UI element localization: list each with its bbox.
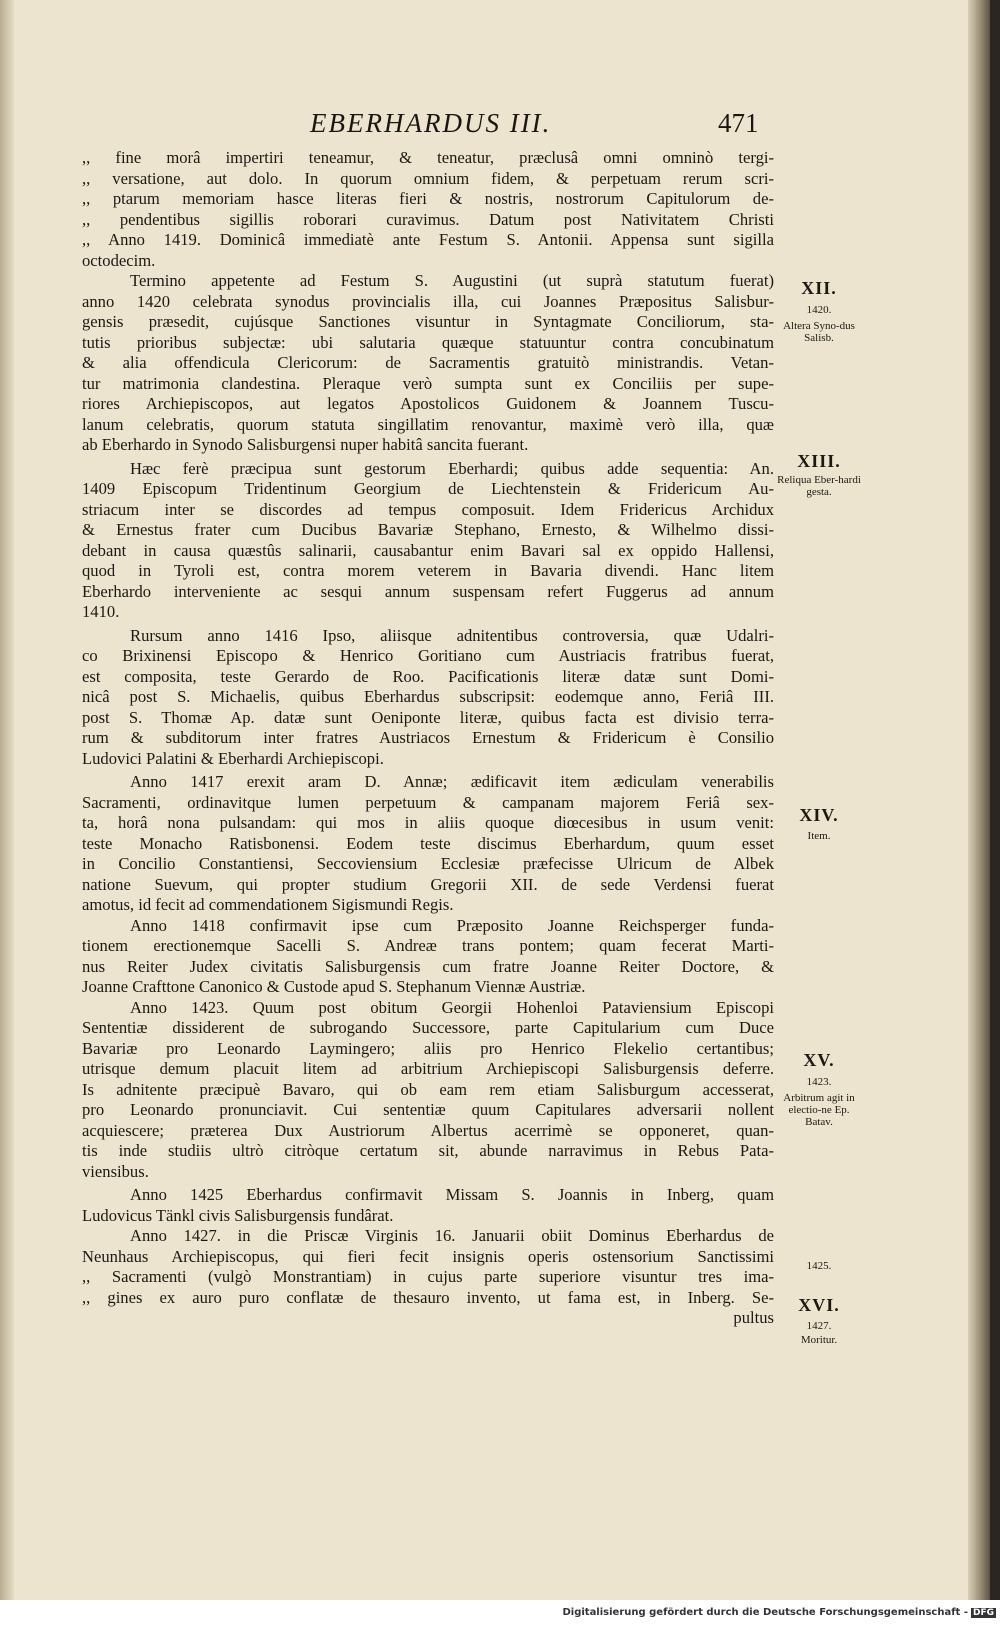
text-line: ta, horâ nona pulsandam: qui mos in aliis quoque diœcesibus in usum venit: xyxy=(82,813,774,832)
text-line: Anno 1418 confirmavit ipse cum Præposito Joanne Reichsperger funda- xyxy=(130,915,774,935)
margin-year: 1420. xyxy=(806,304,832,316)
text-line: Anno 1417 erexit aram D. Annæ; ædificavit item ædiculam venerabilis xyxy=(130,772,774,791)
margin-year: 1425. xyxy=(806,1260,832,1272)
text-line: est composita, teste Gerardo de Roo. Pacificationis literæ datæ sunt Domi- xyxy=(82,666,774,686)
section-number: XII. xyxy=(801,278,837,298)
text-line: gensis præsedit, cujúsque Sanctiones visuntur in Syntagmate Conciliorum, sta- xyxy=(82,312,774,331)
text-line: Sententiæ dissiderent de subrogando Successore, parte Capitularium cum Duce xyxy=(82,1018,774,1037)
footer-credit xyxy=(562,1607,996,1618)
text-line: rum & subditorum inter fratres Austriacos Ernestum & Fridericum è Consilio xyxy=(82,728,774,747)
text-line: nus Reiter Judex civitatis Salisburgensis cum fratre Joanne Reiter Doctore, & xyxy=(82,956,774,976)
text-line: acquiescere; præterea Dux Austriorum Albertus acerrimè se opponeret, quan- xyxy=(82,1120,774,1140)
page-gutter xyxy=(0,0,14,1600)
text-line: ,, fine morâ impertiri teneamur, & teneatur, præclusâ omni omninò tergi- xyxy=(82,148,774,167)
text-line: Anno 1425 Eberhardus confirmavit Missam S. Joannis in Inberg, quam xyxy=(130,1185,774,1204)
text-line: in Concilio Constantiensi, Seccoviensium Ecclesiæ præfecisse Ulricum de Albek xyxy=(82,854,774,873)
text-line: Is adnitente præcipuè Bavaro, qui ob eam rem etiam Salisburgum accesserat, xyxy=(82,1079,774,1099)
text-line: quod in Tyroli est, contra morem veterem in Bavaria divendi. Hanc litem xyxy=(82,561,774,580)
text-line: Eberhardo interveniente ac sesqui annum suspensam refert Fuggerus ad annum xyxy=(82,581,774,601)
text-line: Bavariæ pro Leonardo Laymingero; aliis pro Henrico Flekelio certantibus; xyxy=(82,1038,774,1058)
text-line: lanum celebratis, quorum statuta singillatim renovantur, maximè verò illa, quæ xyxy=(82,414,774,434)
footer-text: Digitalisierung gefördert durch die Deutsche Forschungsgemeinschaft - xyxy=(562,1607,968,1618)
text-line: tur matrimonia clandestina. Pleraque verò sumpta sunt ex Conciliis per supe- xyxy=(82,373,774,393)
text-line: teste Monacho Ratisbonensi. Eodem teste discimus Eberhardum, quum esset xyxy=(82,833,774,853)
margin-note: Arbitrum agit in electio-ne Ep. Batav. xyxy=(783,1092,855,1128)
margin-year: 1427. xyxy=(806,1320,832,1332)
text-line: Sacramenti, ordinavitque lumen perpetuum & campanam majorem Feriâ sex- xyxy=(82,792,774,812)
text-line: Joanne Crafttone Canonico & Custode apud S. Stephanum Viennæ Austriæ. xyxy=(82,977,586,996)
text-line: octodecim. xyxy=(82,250,156,270)
margin-note: Item. xyxy=(807,830,831,842)
text-line: & Ernestus frater cum Ducibus Bavariæ Stephano, Ernesto, & Wilhelmo dissi- xyxy=(82,520,774,539)
section-number: XIV. xyxy=(799,805,839,825)
text-line: Anno 1423. Quum post obitum Georgii Hohenloi Pataviensium Episcopi xyxy=(130,997,774,1017)
text-line: post S. Thomæ Ap. datæ sunt Oeniponte literæ, quibus facta est divisio terra- xyxy=(82,707,774,727)
text-line: ,, versatione, aut dolo. In quorum omnium fidem, & perpetuam rerum scri- xyxy=(82,168,774,188)
digitization-footer xyxy=(0,1600,1000,1627)
text-line: ,, ptarum memoriam hasce literas fieri & nostris, nostrorum Capitulorum de- xyxy=(82,189,774,208)
text-line: 1409 Episcopum Tridentinum Georgium de Liechtenstein & Fridericum Au- xyxy=(82,479,774,498)
text-line: Neunhaus Archiepiscopus, qui fieri fecit insignis operis ostensorium Sanctissimi xyxy=(82,1246,774,1266)
section-number: XVI. xyxy=(798,1295,840,1315)
text-line: ,, Anno 1419. Dominicâ immediatè ante Festum S. Antonii. Appensa sunt sigilla xyxy=(82,230,774,249)
text-line: 1410. xyxy=(82,602,120,621)
text-line: Hæc ferè præcipua sunt gestorum Eberhardi; quibus adde sequentia: An. xyxy=(130,458,774,478)
body-text xyxy=(82,148,774,1329)
section-number: XIII. xyxy=(797,451,841,471)
text-line: ,, gines ex auro puro conflatæ de thesauro invento, ut fama est, in Inberg. Se- xyxy=(82,1287,774,1307)
text-line: viensibus. xyxy=(82,1161,149,1181)
section-number: XV. xyxy=(803,1050,835,1070)
text-line: pro Leonardo pronunciavit. Cui sententiæ quum Capitulares adversarii nollent xyxy=(82,1100,774,1119)
text-line: riores Archiepiscopos, aut legatos Apostolicos Guidonem & Joannem Tuscu- xyxy=(82,394,774,413)
margin-note: Moritur. xyxy=(800,1334,838,1346)
text-line: utrisque demum placuit litem ad arbitrium Archiepiscopi Salisburgensis deferre. xyxy=(82,1059,774,1078)
margin-note: Reliqua Eber-hardi gesta. xyxy=(777,474,861,498)
margin-year: 1423. xyxy=(806,1076,832,1088)
text-line: anno 1420 celebrata synodus provincialis illa, cui Joannes Præpositus Salisbur- xyxy=(82,291,774,311)
page-number: 471 xyxy=(718,108,759,138)
dfg-logo: DFG xyxy=(972,1608,994,1618)
text-line: natione Suevum, qui propter studium Gregorii XII. de sede Verdensi fuerat xyxy=(82,874,774,894)
text-line: & alia offendicula Clericorum: de Sacramentis gratuitò ministrandis. Vetan- xyxy=(82,353,774,372)
page-edge xyxy=(968,0,990,1600)
text-line: striacum inter se discordes ad tempus composuit. Idem Fridericus Archidux xyxy=(82,499,774,519)
text-line: tis inde studiis ultrò citròque certatum sit, abunde narravimus in Rebus Pata- xyxy=(82,1141,774,1160)
text-line: Ludovicus Tänkl civis Salisburgensis fundârat. xyxy=(82,1205,394,1225)
text-line: Rursum anno 1416 Ipso, aliisque adnitentibus controversia, quæ Udalri- xyxy=(130,625,774,645)
text-line: Termino appetente ad Festum S. Augustini (ut suprà statutum fuerat) xyxy=(130,271,774,290)
text-line: tionem erectionemque Sacelli S. Andreæ trans pontem; quam fecerat Marti- xyxy=(82,936,774,955)
text-line: ab Eberhardo in Synodo Salisburgensi nuper habitâ sancita fuerant. xyxy=(82,435,529,454)
text-line: tutis prioribus subjectæ: ubi salutaria quæque statuuntur contra concubinatum xyxy=(82,332,774,352)
text-line: ,, pendentibus sigillis roborari curavimus. Datum post Nativitatem Christi xyxy=(82,209,774,229)
text-line: Anno 1427. in die Priscæ Virginis 16. Januarii obiit Dominus Eberhardus de xyxy=(130,1226,774,1245)
text-line: co Brixinensi Episcopo & Henrico Goritiano cum Austriacis fratribus fuerat, xyxy=(82,646,774,665)
text-line: debant in causa quæstûs salinarii, causabantur enim Bavari sal ex oppido Hallensi, xyxy=(82,540,774,560)
text-line: amotus, id fecit ad commendationem Sigismundi Regis. xyxy=(82,895,454,914)
text-line: Ludovici Palatini & Eberhardi Archiepiscopi. xyxy=(82,748,384,768)
margin-note: Altera Syno-dus Salisb. xyxy=(783,320,855,344)
text-line: pultus xyxy=(733,1308,774,1327)
text-line: nicâ post S. Michaelis, quibus Eberhardus subscripsit: eodemque anno, Feriâ III. xyxy=(82,687,774,706)
running-head xyxy=(0,108,990,142)
text-line: ,, Sacramenti (vulgò Monstrantiam) in cujus parte superiore visuntur tres ima- xyxy=(82,1267,774,1286)
running-head-title: EBERHARDUS III. xyxy=(310,108,552,138)
